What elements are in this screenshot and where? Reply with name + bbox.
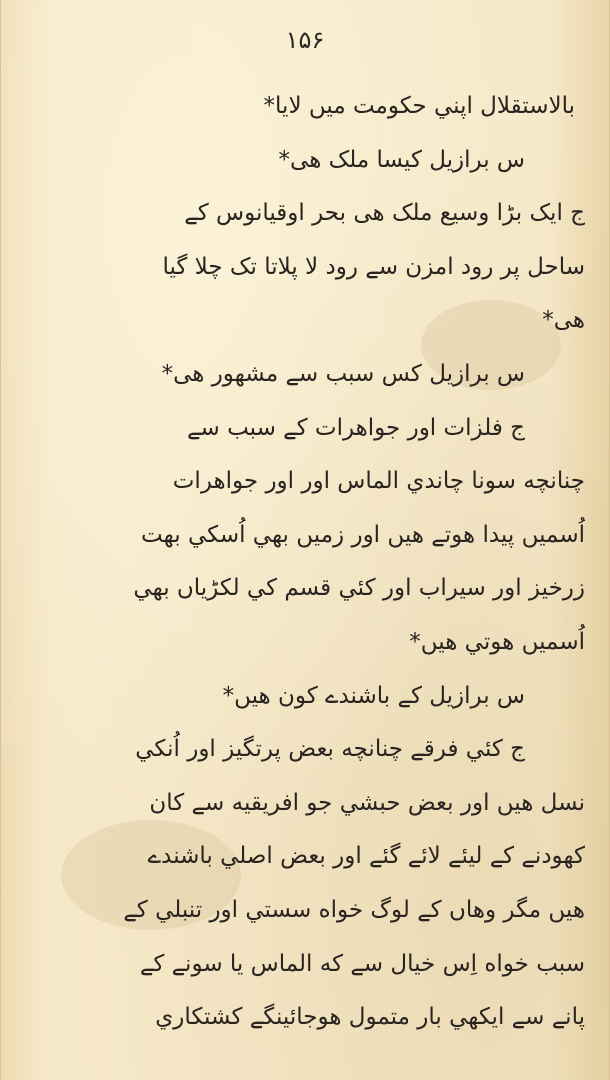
text-line: سبب خواه اِس خيال سے که الماس يا سونے کے [139,950,585,977]
text-line: کهودنے کے ليئے لائے گئے اور بعض اصلي باشندے [147,843,585,870]
page-number: ۱۵۶ [285,26,325,54]
text-line: هی* [542,307,585,334]
text-line: ساحل پر رود امزن سے رود لا پلاتا تک چلا گيا [162,253,585,280]
page-text [27,80,585,1045]
question-line: س برازيل کے باشندے کون هيں* [222,682,525,709]
text-line: هيں مگر وهاں کے لوگ خواه سستي اور تنبلي کے [123,896,585,923]
answer-line: ج ايک بڑا وسيع ملک هی بحر اوقيانوس کے [184,200,585,227]
text-line: اُسميں هوتي هيں* [409,628,585,655]
answer-line: ج کئي فرقے چنانچه بعض پرتگيز اور اُنکي [135,736,525,763]
text-line: اُسميں پيدا هوتے هيں اور زميں بهي اُسکي بهت [141,521,585,548]
text-line: زرخيز اور سيراب اور کئي قسم کي لکڑياں بهي [133,575,585,602]
question-line: س برازيل کس سبب سے مشهور هی* [161,360,525,387]
text-line: چنانچه سونا چاندي الماس اور اور جواهرات [172,468,585,495]
text-line: بالاستقلال اپني حکومت ميں لايا* [263,93,575,119]
text-line: نسل هيں اور بعض حبشي جو افريقيه سے کان [149,789,585,816]
question-line: س برازيل کيسا ملک هی* [278,146,525,173]
text-line: پانے سے ايکهي بار متمول هوجائينگے کشتکاري [155,1004,585,1031]
answer-line: ج فلزات اور جواهرات کے سبب سے [187,414,525,441]
